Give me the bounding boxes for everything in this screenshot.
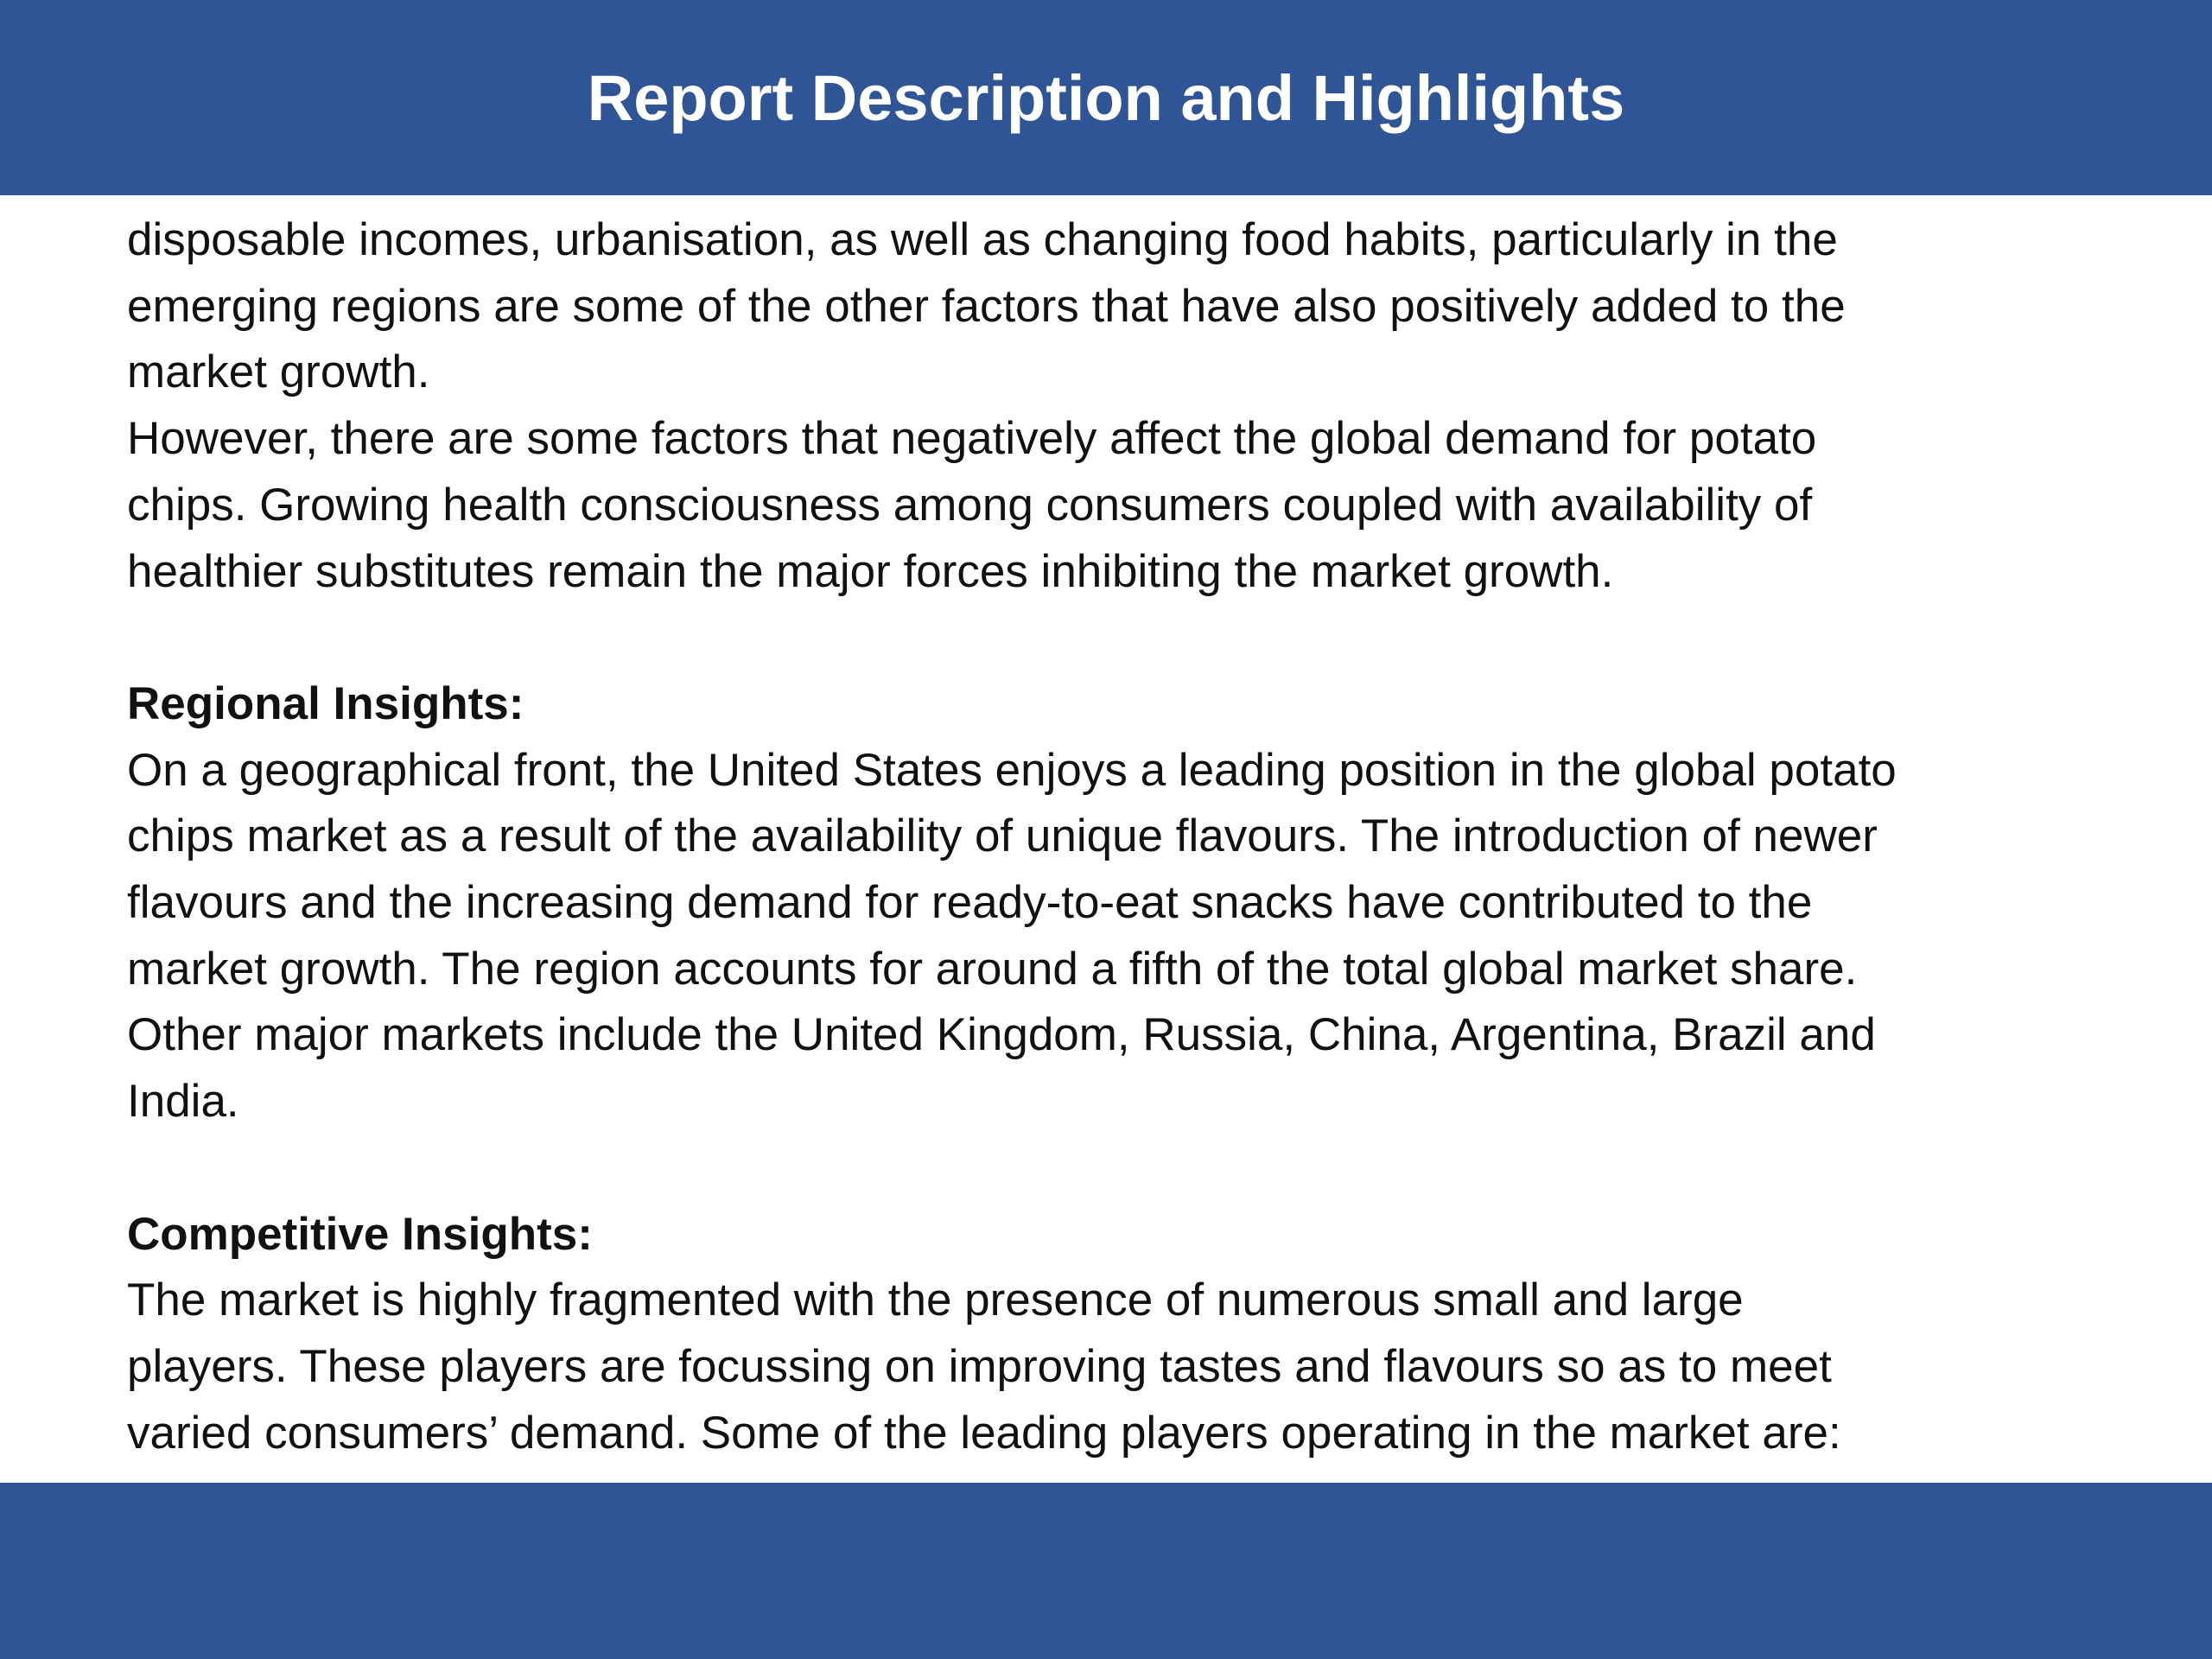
text-line: flavours and the increasing demand for ready-to-eat snacks have contributed to the — [127, 877, 1813, 929]
spacer — [127, 1135, 2140, 1202]
regional-insights-section — [127, 671, 2140, 1135]
text-line: varied consumers’ demand. Some of the leading players operating in the market are: — [127, 1407, 1841, 1459]
text-line: India. — [127, 1076, 239, 1128]
text-line: Other major markets include the United Kingdom, Russia, China, Argentina, Brazil and — [127, 1009, 1876, 1061]
text-line: chips market as a result of the availability of unique flavours. The introduction of newer — [127, 810, 1878, 862]
footer-bar — [0, 1483, 2212, 1659]
header-bar — [0, 0, 2212, 195]
text-line: chips. Growing health consciousness among consumers coupled with availability of — [127, 479, 1813, 531]
intro-paragraph — [127, 207, 2140, 605]
text-line: The market is highly fragmented with the presence of numerous small and large — [127, 1274, 1744, 1326]
page-title: Report Description and Highlights — [587, 61, 1625, 134]
text-line: market growth. The region accounts for around a fifth of the total global market share. — [127, 943, 1858, 995]
competitive-insights-heading: Competitive Insights: — [127, 1208, 593, 1260]
text-line: healthier substitutes remain the major forces inhibiting the market growth. — [127, 545, 1614, 597]
body-text — [127, 207, 2140, 1466]
competitive-insights-section — [127, 1202, 2140, 1467]
text-line: market growth. — [127, 346, 430, 398]
regional-insights-heading: Regional Insights: — [127, 677, 524, 729]
text-line: emerging regions are some of the other factors that have also positively added to the — [127, 280, 1846, 332]
text-line: disposable incomes, urbanisation, as well as changing food habits, particularly in the — [127, 214, 1838, 265]
text-line: On a geographical front, the United States enjoys a leading position in the global potato — [127, 744, 1897, 796]
spacer — [127, 605, 2140, 671]
text-line: players. These players are focussing on improving tastes and flavours so as to meet — [127, 1340, 1832, 1392]
text-line: However, there are some factors that negatively affect the global demand for potato — [127, 413, 1817, 465]
